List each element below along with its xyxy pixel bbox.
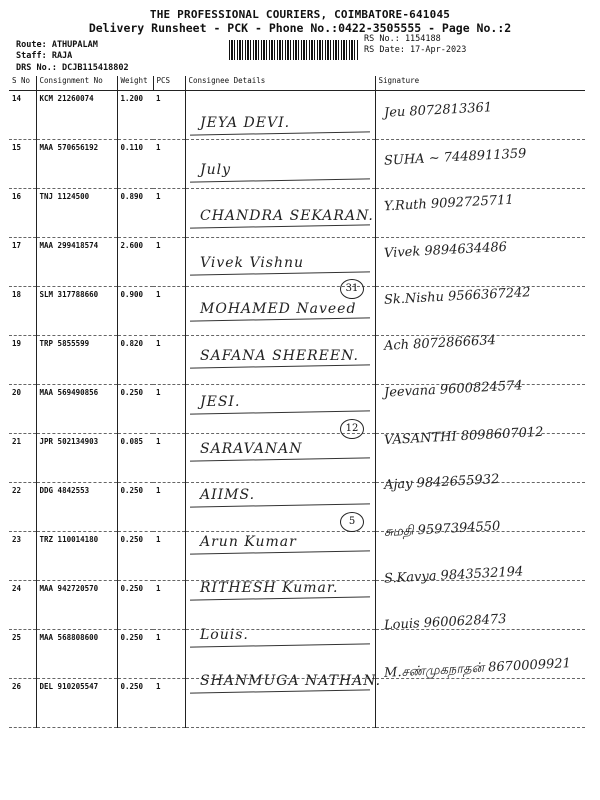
cell-pcs: 1	[153, 483, 185, 532]
col-signature: Signature	[375, 76, 585, 91]
cell-sno: 23	[9, 532, 36, 581]
handwritten-signature: Jeu 8072813361	[383, 100, 493, 121]
company-heading: THE PROFESSIONAL COURIERS, COIMBATORE-641045	[149, 8, 451, 21]
cell-weight: 0.250	[117, 581, 153, 630]
cell-pcs: 1	[153, 679, 185, 728]
cell-consignment: MAA 942720570	[36, 581, 117, 630]
cell-pcs: 1	[153, 434, 185, 483]
rs-number: RS No.: 1154188	[364, 34, 441, 44]
cell-sno: 20	[9, 385, 36, 434]
runsheet-title: Delivery Runsheet - PCK - Phone No.:0422-3505555 - Page No.:2	[88, 21, 512, 35]
runsheet-table	[9, 76, 585, 728]
cell-sno: 21	[9, 434, 36, 483]
drs-number: DRS No.: DCJB115418802	[16, 63, 129, 73]
handwritten-consignee: SAFANA SHEREEN.	[200, 347, 359, 364]
cell-sno: 16	[9, 189, 36, 238]
handwritten-consignee: SHANMUGA NATHAN.	[200, 673, 382, 689]
handwritten-consignee: Louis.	[200, 626, 249, 643]
cell-pcs: 1	[153, 238, 185, 287]
cell-weight: 0.820	[117, 336, 153, 385]
cell-weight: 0.085	[117, 434, 153, 483]
cell-sno: 22	[9, 483, 36, 532]
staff-label: Staff: RAJA	[16, 51, 73, 61]
cell-weight: 0.890	[117, 189, 153, 238]
handwritten-signature: S.Kavya 9843532194	[383, 564, 524, 587]
cell-sno: 24	[9, 581, 36, 630]
cell-weight: 0.250	[117, 679, 153, 728]
handwritten-signature: Sk.Nishu 9566367242	[383, 285, 532, 308]
handwritten-consignee: Vivek Vishnu	[200, 254, 305, 271]
col-pcs: PCS	[153, 76, 185, 91]
cell-pcs: 1	[153, 630, 185, 679]
cell-sno: 17	[9, 238, 36, 287]
cell-consignment: DEL 910205547	[36, 679, 117, 728]
handwritten-signature: VASANTHI 8098607012	[383, 424, 544, 448]
cell-pcs: 1	[153, 336, 185, 385]
rs-date: RS Date: 17-Apr-2023	[364, 45, 467, 55]
cell-pcs: 1	[153, 91, 185, 140]
cell-consignment: TRZ 110014180	[36, 532, 117, 581]
cell-sno: 19	[9, 336, 36, 385]
circled-number: 31	[340, 279, 364, 299]
handwritten-signature: Jeevana 9600824574	[383, 378, 523, 401]
handwritten-signature: Ajay 9842655932	[383, 471, 500, 494]
cell-weight: 0.250	[117, 630, 153, 679]
handwritten-signature: சுமதி 9597394550	[383, 518, 501, 540]
cell-sno: 25	[9, 630, 36, 679]
cell-consignment: MAA 299418574	[36, 238, 117, 287]
cell-consignment: JPR 502134903	[36, 434, 117, 483]
handwritten-consignee: July	[200, 161, 232, 178]
cell-consignment: SLM 317788660	[36, 287, 117, 336]
col-consignee: Consignee Details	[185, 76, 375, 91]
circled-number: 12	[340, 419, 364, 439]
cell-pcs: 1	[153, 581, 185, 630]
cell-consignment: TNJ 1124500	[36, 189, 117, 238]
cell-weight: 0.250	[117, 532, 153, 581]
cell-sno: 18	[9, 287, 36, 336]
handwritten-signature: SUHA ~ 7448911359	[383, 145, 527, 169]
handwritten-consignee: RITHESH Kumar.	[200, 580, 339, 596]
handwritten-consignee: Arun Kumar	[200, 533, 297, 550]
col-consignment: Consignment No	[36, 76, 117, 91]
cell-pcs: 1	[153, 140, 185, 189]
barcode-image	[229, 40, 359, 60]
cell-weight: 2.600	[117, 238, 153, 287]
handwritten-consignee: CHANDRA SEKARAN.	[200, 208, 374, 224]
handwritten-signature: Vivek 9894634486	[383, 239, 508, 261]
handwritten-signature: Ach 8072866634	[383, 332, 497, 354]
cell-sno: 26	[9, 679, 36, 728]
cell-consignment: DDG 4842553	[36, 483, 117, 532]
cell-weight: 1.200	[117, 91, 153, 140]
handwritten-consignee: SARAVANAN	[200, 440, 303, 457]
handwritten-consignee: AIIMS.	[200, 487, 256, 503]
cell-weight: 0.250	[117, 483, 153, 532]
cell-consignment: MAA 568808600	[36, 630, 117, 679]
col-weight: Weight	[117, 76, 153, 91]
cell-consignment: MAA 569490856	[36, 385, 117, 434]
cell-weight: 0.900	[117, 287, 153, 336]
circled-number: 5	[340, 512, 364, 532]
cell-consignment: TRP 5855599	[36, 336, 117, 385]
handwritten-signature: M.சண்முகநாதன் 8670009921	[383, 656, 572, 681]
cell-sno: 15	[9, 140, 36, 189]
cell-pcs: 1	[153, 385, 185, 434]
handwritten-signature: Y.Ruth 9092725711	[383, 192, 514, 215]
cell-weight: 0.250	[117, 385, 153, 434]
col-sno: S No	[9, 76, 36, 91]
handwritten-signature: Louis 9600628473	[383, 611, 507, 633]
cell-consignment: KCM 21260074	[36, 91, 117, 140]
cell-pcs: 1	[153, 189, 185, 238]
cell-pcs: 1	[153, 532, 185, 581]
cell-weight: 0.110	[117, 140, 153, 189]
handwritten-consignee: MOHAMED Naveed	[200, 301, 357, 317]
cell-pcs: 1	[153, 287, 185, 336]
handwritten-consignee: JEYA DEVI.	[200, 115, 291, 131]
route-label: Route: ATHUPALAM	[16, 40, 98, 50]
cell-sno: 14	[9, 91, 36, 140]
cell-signature-area	[375, 679, 585, 728]
cell-consignment: MAA 570656192	[36, 140, 117, 189]
table-header-row	[9, 76, 585, 91]
handwritten-consignee: JESI.	[200, 394, 241, 410]
